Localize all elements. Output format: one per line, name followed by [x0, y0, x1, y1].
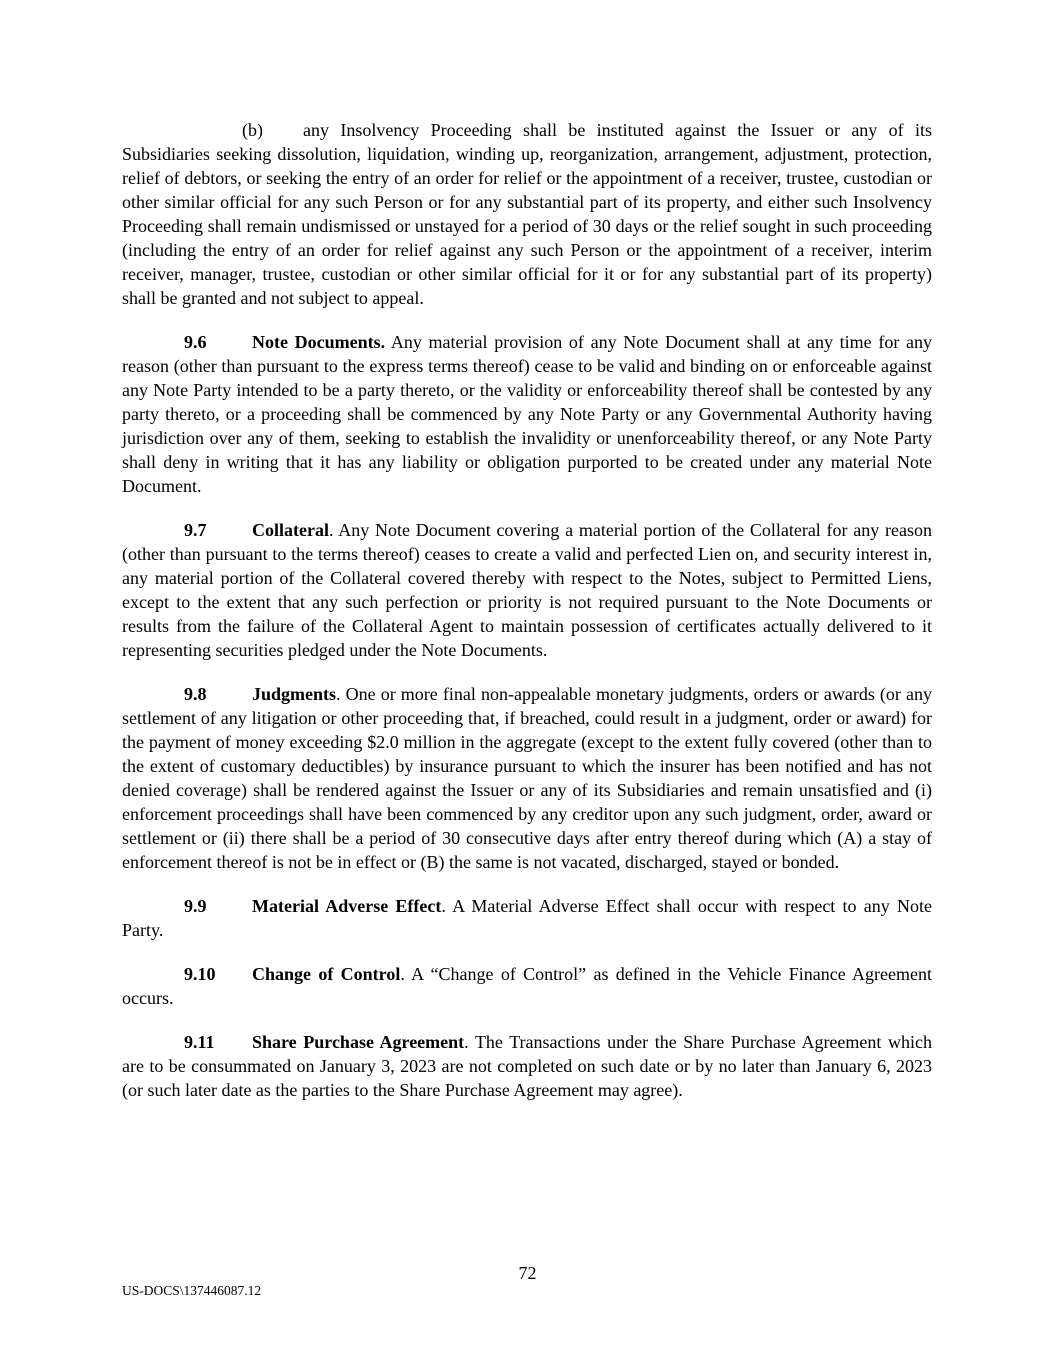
section-9-10-title: Change of Control — [252, 964, 401, 984]
document-body — [122, 118, 932, 1102]
section-9-9-number: 9.9 — [184, 896, 207, 916]
section-9-10 — [122, 962, 932, 1010]
section-9-10-text: . A “Change of Control” as defined in the Vehicle Finance Agreement occurs. — [122, 964, 932, 1008]
section-9-11-title: Share Purchase Agreement — [252, 1032, 465, 1052]
section-9-10-number: 9.10 — [184, 964, 216, 984]
section-9-9 — [122, 894, 932, 942]
section-9-8 — [122, 682, 932, 874]
clause-b-paragraph — [122, 118, 932, 310]
section-9-11 — [122, 1030, 932, 1102]
section-9-9-title: Material Adverse Effect — [252, 896, 442, 916]
section-9-11-number: 9.11 — [184, 1032, 215, 1052]
section-9-6-text: Any material provision of any Note Document shall at any time for any reason (other than pursuant to the express terms thereof) cease to be valid and binding on or enforceable against any Note Party intended to be a party thereto, or the validity or enforceability thereof shall be contested by any party thereto, or a proceeding shall be commenced by any Note Party or any Governmental Authority having jurisdiction over any of them, seeking to establish the invalidity or unenforceability thereof, or any Note Party shall deny in writing that it has any liability or obligation purported to be created under any material Note Document. — [122, 332, 932, 496]
section-9-6-number: 9.6 — [184, 332, 207, 352]
section-9-8-number: 9.8 — [184, 684, 207, 704]
section-9-11-text: . The Transactions under the Share Purchase Agreement which are to be consummated on January 3, 2023 are not completed on such date or by no later than January 6, 2023 (or such later date as the parties to the Share Purchase Agreement may agree). — [122, 1032, 932, 1100]
clause-b-text: any Insolvency Proceeding shall be instituted against the Issuer or any of its Subsidiaries seeking dissolution, liquidation, winding up, reorganization, arrangement, adjustment, protection, relief of debtors, or seeking the entry of an order for relief or the appointment of a receiver, trustee, custodian or other similar official for any such Person or for any substantial part of its property, and either such Insolvency Proceeding shall remain undismissed or unstayed for a period of 30 days or the relief sought in such proceeding (including the entry of an order for relief against any such Person or the appointment of a receiver, interim receiver, manager, trustee, custodian or other similar official for it or for any substantial part of its property) shall be granted and not subject to appeal. — [122, 120, 932, 308]
section-9-6-title: Note Documents. — [252, 332, 386, 352]
document-id-footer: US-DOCS\137446087.12 — [122, 1283, 262, 1298]
section-9-8-title: Judgments — [252, 684, 337, 704]
section-9-6 — [122, 330, 932, 498]
page-number: 72 — [518, 1263, 537, 1283]
section-9-7 — [122, 518, 932, 662]
section-9-8-text: . One or more final non-appealable monetary judgments, orders or awards (or any settlement of any litigation or other proceeding that, if breached, could result in a judgment, order or award) for the payment of money exceeding $2.0 million in the aggregate (except to the extent fully covered (other than to the extent of customary deductibles) by insurance pursuant to which the insurer has been notified and has not denied coverage) shall be rendered against the Issuer or any of its Subsidiaries and remain unsatisfied and (i) enforcement proceedings shall have been commenced by any creditor upon any such judgment, order, award or settlement or (ii) there shall be a period of 30 consecutive days after entry thereof during which (A) a stay of enforcement thereof is not be in effect or (B) the same is not vacated, discharged, stayed or bonded. — [122, 684, 932, 872]
section-9-7-number: 9.7 — [184, 520, 207, 540]
section-9-7-title: Collateral — [252, 520, 329, 540]
section-9-7-text: . Any Note Document covering a material portion of the Collateral for any reason (other than pursuant to the terms thereof) ceases to create a valid and perfected Lien on, and security interest in, any material portion of the Collateral covered thereby with respect to the Notes, subject to Permitted Liens, except to the extent that any such perfection or priority is not required pursuant to the Note Documents or results from the failure of the Collateral Agent to maintain possession of certificates actually delivered to it representing securities pledged under the Note Documents. — [122, 520, 932, 660]
clause-b-label: (b) — [242, 120, 263, 140]
section-9-9-text: . A Material Adverse Effect shall occur with respect to any Note Party. — [122, 896, 932, 940]
